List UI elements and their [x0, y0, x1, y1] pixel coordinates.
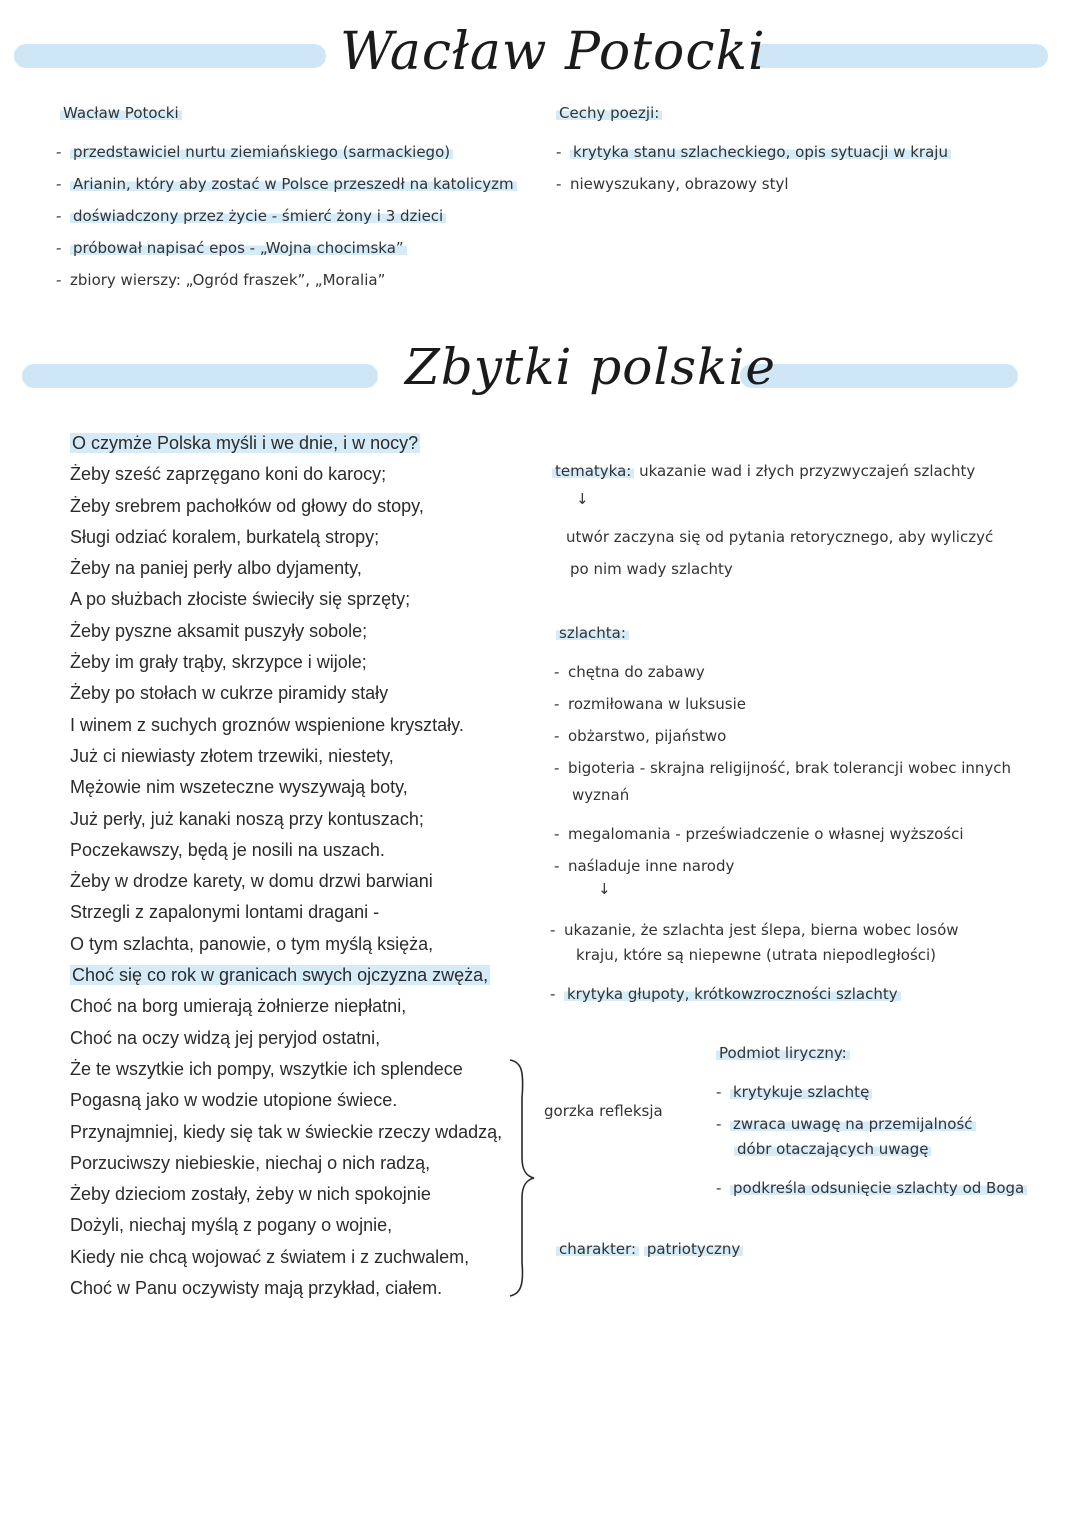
poem-line: I winem z suchych groznów wspienione kryształy. — [70, 714, 464, 735]
author-fact-text: Arianin, który aby zostać w Polsce przeszedł na katolicyzm — [70, 175, 517, 193]
arrow-down-icon: ↓ — [598, 880, 611, 898]
poem-line: Przynajmniej, kiedy się tak w świeckie rzeczy wdadzą, — [70, 1121, 503, 1142]
poetry-features-heading-text: Cechy poezji: — [556, 104, 662, 122]
poem-line: Poczekawszy, będą je nosili na uszach. — [70, 839, 385, 860]
podmiot-list — [716, 1076, 976, 1140]
poem-line: Już ci niewiasty złotem trzewiki, niestety, — [70, 745, 394, 766]
page-title-author: Wacław Potocki — [340, 22, 766, 82]
poem-title: Zbytki polskie — [405, 338, 776, 396]
poetry-features-list — [556, 136, 951, 200]
gorzka-refleksja-note: gorzka refleksja — [544, 1102, 663, 1120]
poem-line-text: O czymże Polska myśli i we dnie, i w nocy? — [72, 433, 419, 453]
poetry-features-heading — [556, 104, 662, 122]
list-item — [556, 136, 951, 168]
conclusion-continuation: kraju, które są niepewne (utrata niepodległości) — [576, 946, 937, 964]
brace-icon — [508, 1058, 538, 1298]
list-item — [716, 1108, 976, 1140]
poem-line: Mężowie nim wszeteczne wyszywają boty, — [70, 777, 408, 798]
charakter-note — [556, 1240, 743, 1258]
szlachta-list — [554, 656, 1011, 784]
conclusion-list — [550, 914, 959, 946]
poem-title-bar-left — [22, 364, 378, 388]
list-item: - naśladuje inne narody — [554, 850, 964, 882]
utwor-note-line-1: utwór zaczyna się od pytania retorycznego, aby wyliczyć — [566, 528, 994, 546]
poem-line: Pogasną jako w wodzie utopione świece. — [70, 1090, 398, 1111]
poem-line — [70, 428, 502, 459]
conclusion-text: krytyka głupoty, krótkowzroczności szlachty — [564, 985, 901, 1003]
author-fact-text: doświadczony przez życie - śmierć żony i 3 dzieci — [70, 207, 446, 225]
podmiot-heading — [716, 1044, 850, 1062]
poem-line: Strzegli z zapalonymi lontami dragani - — [70, 902, 380, 923]
title-bar-left — [14, 44, 326, 68]
list-item — [550, 978, 901, 1010]
list-item — [556, 168, 951, 200]
podmiot-continuation-text: dóbr otaczających uwagę — [734, 1140, 931, 1158]
author-fact-text: zbiory wierszy: „Ogród fraszek”, „Moralia” — [70, 271, 386, 289]
tematyka-note — [552, 462, 975, 480]
poem-title-bar-right — [740, 364, 1018, 388]
charakter-value: patriotyczny — [644, 1240, 743, 1258]
utwor-note-line-2: po nim wady szlachty — [570, 560, 733, 578]
poem-line: Żeby po stołach w cukrze piramidy stały — [70, 683, 389, 704]
podmiot-text: podkreśla odsunięcie szlachty od Boga — [730, 1179, 1027, 1197]
podmiot-heading-text: Podmiot liryczny: — [716, 1044, 850, 1062]
poem-line: Żeby im grały trąby, skrzypce i wijole; — [70, 652, 367, 673]
poem-line: Żeby dzieciom zostały, żeby w nich spokojnie — [70, 1184, 431, 1205]
list-item: - megalomania - przeświadczenie o własnej wyższości — [554, 818, 964, 850]
list-item: - ukazanie, że szlachta jest ślepa, bierna wobec losów — [550, 914, 959, 946]
poem-line: Sługi odziać koralem, burkatelą stropy; — [70, 526, 380, 547]
list-item — [56, 264, 517, 296]
list-item: - rozmiłowana w luksusie — [554, 688, 1011, 720]
poem-line: Dożyli, niechaj myślą z pogany o wojnie, — [70, 1215, 393, 1236]
conclusion-list-continued — [550, 978, 901, 1010]
list-item — [716, 1076, 976, 1108]
author-facts-list — [56, 136, 517, 296]
podmiot-text: krytykuje szlachtę — [730, 1083, 872, 1101]
poem-line: Już perły, już kanaki noszą przy kontuszach; — [70, 808, 424, 829]
list-item: - chętna do zabawy — [554, 656, 1011, 688]
list-item: - obżarstwo, pijaństwo — [554, 720, 1011, 752]
list-item — [716, 1172, 1027, 1204]
list-item — [56, 136, 517, 168]
szlachta-heading-text: szlachta: — [556, 624, 629, 642]
poem-line: Że te wszytkie ich pompy, wszytkie ich splendece — [70, 1058, 463, 1079]
poem-line: A po służbach złociste świeciły się sprzęty; — [70, 589, 411, 610]
poem-line: Żeby na paniej perły albo dyjamenty, — [70, 558, 362, 579]
poem-line: Żeby srebrem pachołków od głowy do stopy, — [70, 495, 424, 516]
podmiot-text: zwraca uwagę na przemijalność — [730, 1115, 976, 1133]
bigoteria-continuation: wyznań — [572, 786, 630, 804]
poem-line: Kiedy nie chcą wojować z światem i z zuchwalem, — [70, 1246, 470, 1267]
poem-line: Choć na oczy widzą jej peryjod ostatni, — [70, 1027, 381, 1048]
tematyka-text: ukazanie wad i złych przyzwyczajeń szlachty — [639, 462, 976, 480]
list-item — [56, 200, 517, 232]
charakter-label: charakter: — [556, 1240, 639, 1258]
poem-line: Żeby sześć zaprzęgano koni do karocy; — [70, 464, 387, 485]
author-heading-text: Wacław Potocki — [60, 104, 182, 122]
author-fact-text: przedstawiciel nurtu ziemiańskiego (sarmackiego) — [70, 143, 453, 161]
szlachta-list-continued — [554, 818, 964, 882]
poem-line: Choć na borg umierają żołnierze niepłatni, — [70, 996, 407, 1017]
author-fact-text: próbował napisać epos - „Wojna chocimska” — [70, 239, 407, 257]
poem-line — [70, 960, 502, 991]
poem-line: Żeby pyszne aksamit puszyły sobole; — [70, 620, 368, 641]
poem-line-text: Choć się co rok w granicach swych ojczyzna zwęża, — [72, 965, 489, 986]
podmiot-continuation — [734, 1140, 931, 1158]
poetry-feature-text: krytyka stanu szlacheckiego, opis sytuacji w kraju — [570, 143, 951, 161]
poetry-feature-text: niewyszukany, obrazowy styl — [570, 175, 789, 193]
list-item — [56, 232, 517, 264]
title-bar-right — [752, 44, 1048, 68]
poem-line: Porzuciwszy niebieskie, niechaj o nich radzą, — [70, 1152, 431, 1173]
arrow-down-icon: ↓ — [576, 490, 589, 508]
poem-line: O tym szlachta, panowie, o tym myślą księża, — [70, 933, 434, 954]
podmiot-list-continued — [716, 1172, 1027, 1204]
tematyka-label: tematyka: — [552, 462, 634, 480]
author-heading — [60, 104, 182, 122]
poem-line: Choć w Panu oczywisty mają przykład, ciałem. — [70, 1278, 443, 1299]
list-item: - bigoteria - skrajna religijność, brak tolerancji wobec innych — [554, 752, 1011, 784]
poem-line: Żeby w drodze karety, w domu drzwi barwiani — [70, 871, 433, 892]
poem-text — [70, 428, 502, 1304]
szlachta-heading — [556, 624, 629, 642]
list-item — [56, 168, 517, 200]
